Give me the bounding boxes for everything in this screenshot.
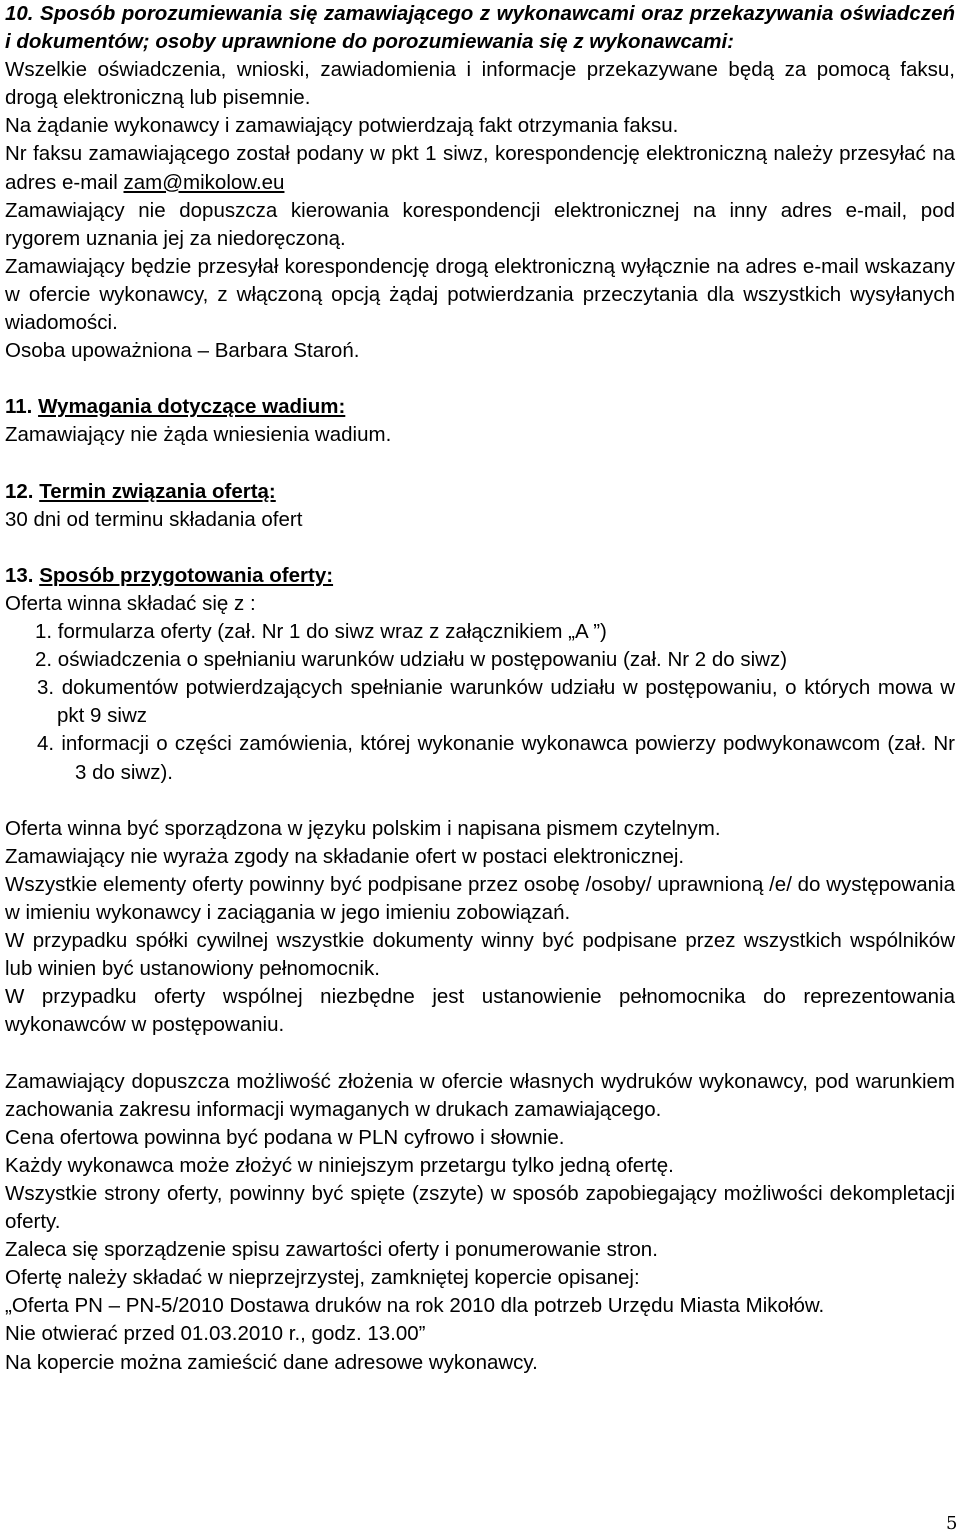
spacer [5,365,955,393]
section-10-paragraph-2: Na żądanie wykonawcy i zamawiający potwierdzają fakt otrzymania faksu. [5,114,679,138]
offer-paragraph: Oferta winna być sporządzona w języku polskim i napisana pismem czytelnym. [5,816,721,840]
section-12-title: Termin związania ofertą: [39,479,276,503]
envelope-open-date: Nie otwierać przed 01.03.2010 r., godz. 13.00” [5,1322,426,1346]
offer-paragraph: Wszystkie strony oferty, powinny być spięte (zszyte) w sposób zapobiegający możliwości dekompletacji oferty. [5,1181,955,1234]
email-link[interactable]: zam@mikolow.eu [123,170,285,194]
section-11-paragraph: Zamawiający nie żąda wniesienia wadium. [5,423,392,447]
section-12-heading [5,478,955,506]
section-12-paragraph: 30 dni od terminu składania ofert [5,507,303,531]
spacer [5,534,955,562]
section-10-paragraph-3 [5,140,955,196]
spacer [5,787,955,815]
section-10-paragraph-4: Zamawiający nie dopuszcza kierowania korespondencji elektronicznej na inny adres e-mail, pod rygorem uznania jej za niedoręczoną. [5,198,955,250]
list-item [5,618,955,646]
list-item [5,730,955,786]
section-13-number: 13. [5,563,40,587]
offer-paragraph: W przypadku spółki cywilnej wszystkie dokumenty winny być podpisane przez wszystkich wspólników lub winien być ustanowiony pełnomocnik. [5,929,955,981]
offer-paragraph: Każdy wykonawca może złożyć w niniejszym przetargu tylko jedną ofertę. [5,1153,674,1177]
list-item [5,646,955,674]
list-item [5,674,955,730]
list-item-number: 2. [35,648,58,672]
section-13-intro: Oferta winna składać się z : [5,591,256,615]
section-10-paragraph-1: Wszelkie oświadczenia, wnioski, zawiadomienia i informacje przekazywane będą za pomocą faksu, drogą elektroniczną lub pisemnie. [5,58,955,110]
page-number: 5 [946,1513,958,1534]
section-13-heading [5,562,955,590]
list-item-text: informacji o części zamówienia, której wykonanie wykonawca powierzy podwykonawcom (zał. Nr 3 do siwz). [61,732,956,784]
section-10-heading: 10. Sposób porozumiewania się zamawiającego z wykonawcami oraz przekazywania oświadczeń i dokumentów; osoby uprawnione do porozumiewania się z wykonawcami: [5,2,955,54]
document-page [5,0,955,1377]
section-11-title: Wymagania dotyczące wadium: [38,395,346,419]
offer-paragraph: Zamawiający nie wyraża zgody na składanie ofert w postaci elektronicznej. [5,844,685,868]
section-11-number: 11. [5,395,39,419]
spacer [5,1039,955,1067]
list-item-text: dokumentów potwierdzających spełnianie warunków udziału w postępowaniu, o których mowa w pkt 9 siwz [57,676,956,728]
spacer [5,450,955,478]
list-item-number: 4. [37,732,62,756]
list-item-number: 1. [35,620,58,644]
list-item-text: oświadczenia o spełnianiu warunków udziału w postępowaniu (zał. Nr 2 do siwz) [57,648,788,672]
authorized-person: Osoba upoważniona – Barbara Staroń. [5,339,360,363]
offer-paragraph: Ofertę należy składać w nieprzejrzystej, zamkniętej kopercie opisanej: [5,1266,640,1290]
offer-paragraph: Wszystkie elementy oferty powinny być podpisane przez osobę /osoby/ uprawnioną /e/ do występowania w imieniu wykonawcy i zaciągania w jego imieniu zobowiązań. [5,872,955,924]
section-13-title: Sposób przygotowania oferty: [39,563,334,587]
offer-paragraph: Na kopercie można zamieścić dane adresowe wykonawcy. [5,1350,538,1374]
envelope-label: „Oferta PN – PN-5/2010 Dostawa druków na rok 2010 dla potrzeb Urzędu Miasta Mikołów. [5,1294,825,1318]
list-item-number: 3. [37,676,62,700]
section-11-heading [5,393,955,421]
section-10-paragraph-5: Zamawiający będzie przesyłał korespondencję drogą elektroniczną wyłącznie na adres e-mail wskazany w ofercie wykonawcy, z włączoną opcją żądaj potwierdzania przeczytania dla wszystkich wysyłanych wiadomości. [5,254,955,335]
offer-paragraph: Zamawiający dopuszcza możliwość złożenia w ofercie własnych wydruków wykonawcy, pod warunkiem zachowania zakresu informacji wymaganych w drukach zamawiającego. [5,1069,955,1121]
offer-paragraph: Cena ofertowa powinna być podana w PLN cyfrowo i słownie. [5,1125,565,1149]
fax-email-text: Nr faksu zamawiającego został podany w pkt 1 siwz, korespondencję elektroniczną należy przesyłać na adres e-mail [5,142,955,194]
offer-paragraph: W przypadku oferty wspólnej niezbędne jest ustanowienie pełnomocnika do reprezentowania wykonawców w postępowaniu. [5,985,955,1037]
offer-paragraph: Zaleca się sporządzenie spisu zawartości oferty i ponumerowanie stron. [5,1238,658,1262]
section-12-number: 12. [5,479,40,503]
list-item-text: formularza oferty (zał. Nr 1 do siwz wraz z załącznikiem „A ”) [57,620,607,644]
